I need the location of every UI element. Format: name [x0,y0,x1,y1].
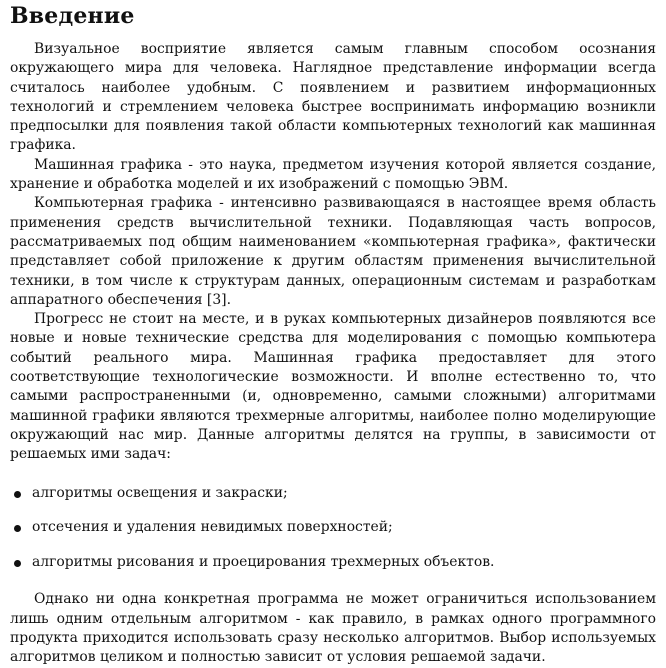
list-item [10,484,656,503]
list-item-text: алгоритмы рисования и проецирования трехмерных объектов. [32,554,495,571]
bullet-icon [14,525,21,532]
list-item-text: отсечения и удаления невидимых поверхностей; [32,519,393,536]
paragraph-progress: Прогресс не стоит на месте, и в руках компьютерных дизайнеров появляются все новые и новые технические средства для моделирования с помощью компьютера событий реального мира. Машинная графика предоставляет для этого соответствующие технологические возможности. И вполне естественно то, что самыми распространенными (и, одновременно, самыми сложными) алгоритмами машинной графики являются трехмерные алгоритмы, наиболее полно моделирующие окружающий нас мир. Данные алгоритмы делятся на группы, в зависимости от решаемых ими задач: [10,311,656,463]
bullet-icon [14,560,21,567]
bullet-icon [14,491,21,498]
list-item [10,553,656,572]
paragraph-machine-graphics: Машинная графика - это наука, предметом изучения которой является создание, хранение и обработка моделей и их изображений с помощью ЭВМ. [10,156,656,193]
paragraph-conclusion: Однако ни одна конкретная программа не может ограничиться использованием лишь одним отдельным алгоритмом - как правило, в рамках одного программного продукта приходится использовать сразу несколько алгоритмов. Выбор используемых алгоритмов целиком и полностью зависит от условия решаемой задачи. [10,591,656,666]
list-item-text: алгоритмы освещения и закраски; [32,484,288,501]
algorithm-group-list [10,484,656,573]
section-heading: Введение [10,3,135,29]
paragraph-intro: Визуальное восприятие является самым главным способом осознания окружающего мира для человека. Наглядное представление информации всегда считалось наиболее удобным. С появлением и развитием информационных технологий и стремлением человека быстрее воспринимать информацию возникли предпосылки для появления такой области компьютерных технологий как машинная графика. [10,41,656,154]
paragraph-computer-graphics: Компьютерная графика - интенсивно развивающаяся в настоящее время область применения средств вычислительной техники. Подавляющая часть вопросов, рассматриваемых под общим наименованием «компьютерная графика», фактически представляет собой приложение к другим областям применения вычислительной техники, в том числе к структурам данных, операционным системам и разработкам аппаратного обеспечения [3]. [10,195,656,308]
list-item [10,518,656,537]
